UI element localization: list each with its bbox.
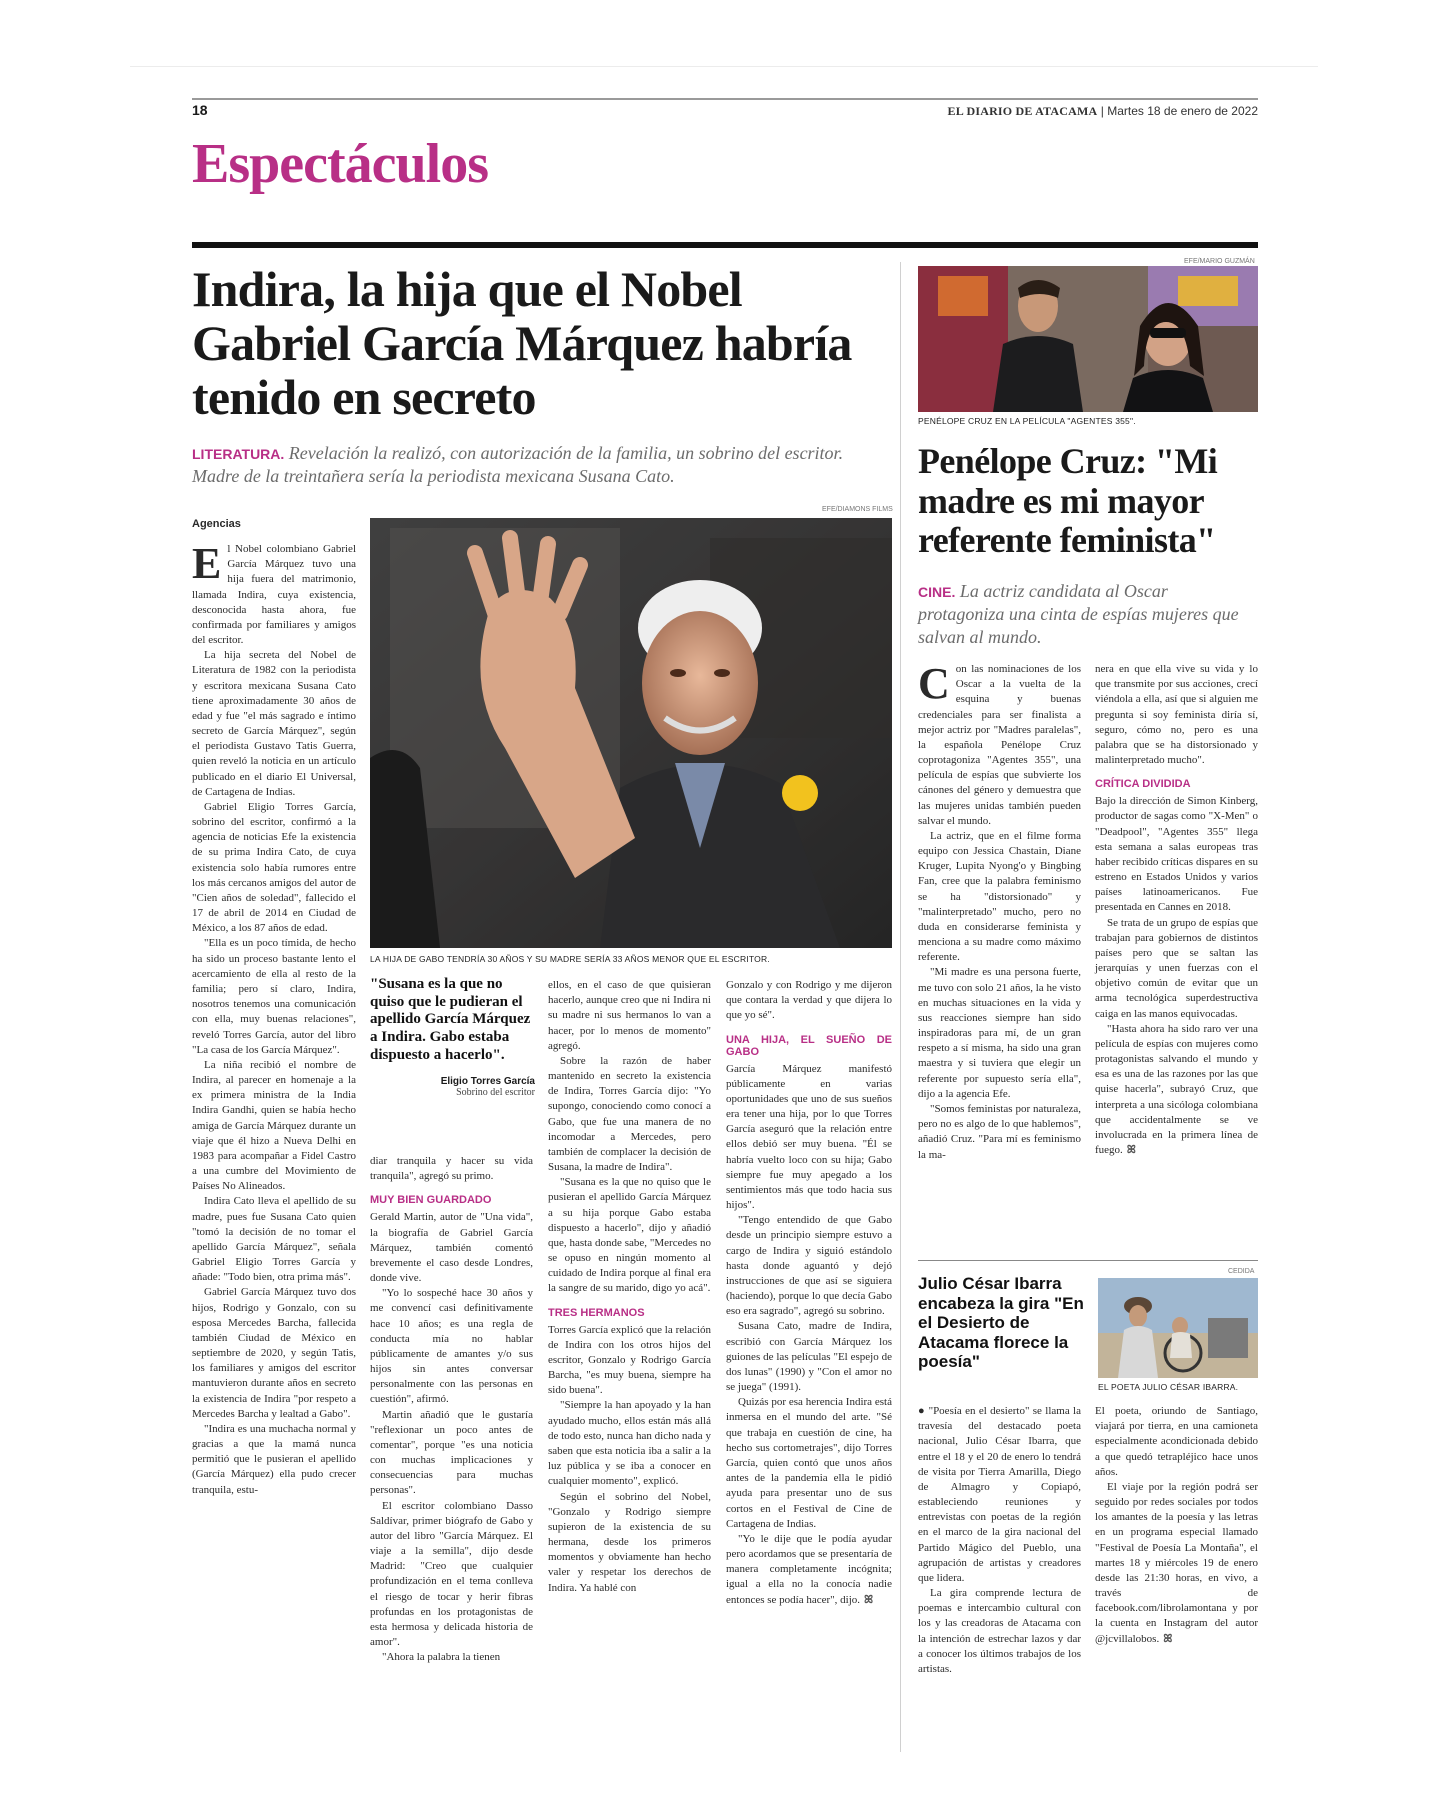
side-col-1 <box>918 659 1081 1163</box>
side-photo-caption: PENÉLOPE CRUZ EN LA PELÍCULA "AGENTES 355". <box>918 416 1136 426</box>
paragraph: La niña recibió el nombre de Indira, al parecer en homenaje a la ex primera ministra de la India Indira Gandhi, quien se había hecho amiga de García Márquez durante un viaje que él hizo a Nueva Delhi en 1983 para acompañar a Fidel Castro a una cumbre del Movimiento de Países No Alineados. <box>192 1058 356 1193</box>
main-photo <box>370 518 892 948</box>
brief-col-2 <box>1095 1404 1258 1647</box>
newspaper-page <box>192 96 1258 1756</box>
paragraph: La hija secreta del Nobel de Literatura de 1982 con la periodista y escritora mexicana Susana Cato tiene aproximadamente 30 años de edad y fue "el más sagrado e íntimo secreto de García Márquez", según el periodista Gustavo Tatis Guerra, quien reveló la noticia en un artículo publicado en el diario El Universal, de Cartagena de Indias. <box>192 649 356 798</box>
photo-gabriel-garcia-marquez-waving <box>370 518 892 948</box>
column-divider <box>900 262 901 1752</box>
paragraph: "Somos feministas por naturaleza, pero no es algo de lo que hablemos", añadió Cruz. "Para mí es feminismo la ma- <box>918 1102 1081 1161</box>
subhead-una-hija: UNA HIJA, EL SUEÑO DE GABO <box>726 1033 892 1058</box>
pull-quote-role: Sobrino del escritor <box>456 1087 535 1099</box>
side-kicker: CINE. <box>918 584 956 600</box>
paragraph: "Ahora la palabra la tienen <box>382 1651 501 1664</box>
paragraph: El poeta, oriundo de Santiago, viajará por tierra, en una camioneta especialmente acondicionada debido a que quedó tetrapléjico hace unos años. <box>1095 1405 1258 1478</box>
byline: Agencias <box>192 518 241 530</box>
drop-cap: C <box>918 659 950 708</box>
paragraph: "Ella es un poco tímida, de hecho ha sido un proceso bastante lento el acercamiento de ella al resto de la familia; pero sí claro, Indira, nosotros tenemos una comunicación con ella, muy buenas relaciones", reveló Torres García, autor del libro "La casa de los García Márquez". <box>192 937 356 1056</box>
main-col-2 <box>370 1154 533 1666</box>
paragraph: Gabriel Eligio Torres García, sobrino del escritor, confirmó a la agencia de noticias Efe la existencia de su prima Indira Cato, de cuya existencia solo había rumores entre los más cercanos amigos del autor de "Cien años de soledad", fallecido el 17 de abril de 2014 en Ciudad de México, a los 87 años de edad. <box>192 800 356 935</box>
section-rule <box>192 242 1258 248</box>
side-photo-credit: EFE/MARIO GUZMÁN <box>1184 258 1255 265</box>
main-col-4 <box>726 978 892 1608</box>
paper-name: EL DIARIO DE ATACAMA <box>947 104 1098 118</box>
paragraph: "Yo lo sospeché hace 30 años y me convencí casi definitivamente hace 10 años; es una regla de conducta mía no hablar públicamente de amantes y/o sus hijos sin antes conversar personalmente con las personas en cuestión", afirmó. <box>370 1287 533 1406</box>
lead-paragraph: Con las nominaciones de los Oscar a la vuelta de la esquina y buenas credenciales para ser finalista a mejor actriz por "Madres paralelas", la española Penélope Cruz coprotagoniza "Agentes 355", una película de espías que subvierte los cánones del género y demuestra que las mujeres unidas también pueden salvar el mundo. <box>918 659 1081 827</box>
page-top-line <box>130 66 1318 67</box>
issue-date: | Martes 18 de enero de 2022 <box>1100 104 1258 118</box>
paragraph: Gerald Martin, autor de "Una vida", la biografía de Gabriel García Márquez, también comentó brevemente el caso desde Londres, donde vive. <box>370 1211 533 1285</box>
paragraph: Gonzalo y con Rodrigo y me dijeron que contara la verdad y que dijera lo que yo sé". <box>726 979 892 1022</box>
side-photo <box>918 266 1258 412</box>
paragraph: ● "Poesía en el desierto" se llama la travesía del destacado poeta nacional, Julio César Ibarra, que entre el 18 y el 20 de enero lo tendrá de visita por Tierra Amarilla, Diego de Almagro y Copiapó, estableciendo reuniones y entrevistas con poetas de la región en el marco de la gira nacional del Partido Mágico del Pueblo, una agrupación de artistas y creadores que lidera. <box>918 1405 1081 1584</box>
paragraph: Sobre la razón de haber mantenido en secreto la existencia de Indira, Torres García dijo: "Yo supongo, conociendo como conocí a Gabo, que fue una manera de no incomodar a Mercedes, pero también de complacer la decisión de Susana, la madre de Indira". <box>548 1054 711 1174</box>
end-mark-icon: ꕤ <box>1126 1144 1136 1157</box>
paragraph: Gabriel García Márquez tuvo dos hijos, Rodrigo y Gonzalo, con su esposa Mercedes Barcha, fallecida también Ciudad de México en septiembre de 2020, y según Tatis, los familiares y amigos del escritor mantuvieron durante años en secreto la existencia de Indira "por respeto a Mercedes Barcha y lealtad a Gabo". <box>192 1286 356 1420</box>
main-col-3 <box>548 978 711 1596</box>
paragraph: diar tranquila y hacer su vida tranquila", agregó su primo. <box>370 1155 533 1183</box>
drop-cap: E <box>192 539 222 588</box>
subhead-critica-dividida: CRÍTICA DIVIDIDA <box>1095 778 1191 791</box>
paragraph: "Indira es una muchacha normal y gracias a que la mamá nunca permitió que le pusieran el apellido (García Márquez) ella pudo crecer tranquila, estu- <box>192 1422 356 1496</box>
end-mark-icon: ꕤ <box>864 1593 874 1606</box>
main-deck-text: Revelación la realizó, con autorización de la familia, un sobrino del escritor. Madre de la treintañera sería la periodista mexicana Susana Cato. <box>192 443 844 487</box>
photo-penelope-cruz-agentes-355 <box>918 266 1258 412</box>
paragraph: Torres García explicó que la relación de Indira con los otros hijos del escritor, Gonzalo y Rodrigo García Barcha, "es muy buena, siempre ha sido buena". <box>548 1323 711 1397</box>
brief-col-1 <box>918 1404 1081 1677</box>
section-title: Espectáculos <box>192 133 488 195</box>
side-headline: Penélope Cruz: "Mi madre es mi mayor referente feminista" <box>918 441 1218 561</box>
main-col-1 <box>192 514 356 1498</box>
paragraph: "Siempre la han apoyado y la han ayudado mucho, ellos están más allá de todo esto, nunca han dicho nada y saben que esta noticia iba a salir a la luz pública y se iba a conocer en cualquier momento", explicó. <box>548 1399 711 1488</box>
main-deck <box>192 442 892 488</box>
paragraph: nera en que ella vive su vida y lo que transmite por sus acciones, crecí viéndola a ella, así que si alguien me pregunta si soy feminista diría sí, seguro, cómo no, pero es una palabra que se ha distorsionado y malinterpretado mucho". <box>1095 663 1258 767</box>
paragraph: Martin añadió que le gustaría "reflexionar un poco antes de comentar", porque "es una noticia con muchas implicaciones y consecuencias para muchas personas". <box>370 1408 533 1497</box>
paragraph: La gira comprende lectura de poemas e intercambio cultural con los y las creadoras de Atacama con la intención de estrechar lazos y dar a conocer los últimos trabajos de los artistas. <box>918 1587 1081 1675</box>
pull-quote-author: Eligio Torres García <box>440 1076 535 1088</box>
photo-julio-cesar-ibarra <box>1098 1278 1258 1378</box>
side-col-2 <box>1095 662 1258 1158</box>
side-deck-text: La actriz candidata al Oscar protagoniza una cinta de espías mujeres que salvan al mundo. <box>918 581 1239 648</box>
brief-headline: Julio César Ibarra encabeza la gira "En el Desierto de Atacama florece la poesía" <box>918 1274 1084 1372</box>
folio-masthead <box>948 104 1258 119</box>
paragraph: "Mi madre es una persona fuerte, me tuvo con solo 21 años, la he visto en muchas situaciones en la vida y sus reacciones siempre han sido inspiradoras para mí, de un gran respeto a sí misma, ha sido una gran maestra y si tuviera que elegir un referente por supuesto sería ella", dijo a la agencia Efe. <box>918 966 1081 1100</box>
paragraph: Se trata de un grupo de espías que trabajan para gobiernos de distintos países pero que se saltan las jerarquías y unen fuerzas con el objetivo común de evitar que un arma tecnológica superdestructiva caiga en las manos equivocadas. <box>1095 916 1258 1020</box>
paragraph: García Márquez manifestó públicamente en varias oportunidades que uno de sus sueños era tener una hija, por lo que Torres García aseguró que la relación entre ellos debió ser muy buena. "Él se habría vuelto loco con su hija; Gabo siempre fue muy apegado a los sentimientos más que todo hacia sus hijos". <box>726 1062 892 1212</box>
page-number: 18 <box>192 102 208 118</box>
paragraph: "Hasta ahora ha sido raro ver una película de espías con mujeres como protagonistas salvando el mundo y esa es una de las razones por las que quise hacerla", subrayó Cruz, que interpreta a una sicóloga colombiana que accidentalmente se ve involucrada en la primera línea de fuego. ꕤ <box>1095 1022 1258 1157</box>
paragraph: Quizás por esa herencia Indira está inmersa en el mundo del arte. "Sé que trabaja en cuestión de cine, ha hecho sus cortometrajes", dijo Torres García, quien contó que unos años antes de la pandemia ella le pidió ayuda para presentar uno de sus cortos en el Festival de Cine de Cartagena de Indias. <box>726 1396 892 1530</box>
paragraph: Indira Cato lleva el apellido de su madre, pues fue Susana Cato quien "tomó la decisión de no tomar el apellido García Márquez", señala Gabriel Eligio Torres García y añade: "Todo bien, otra prima más". <box>192 1195 356 1284</box>
brief-rule <box>918 1260 1258 1261</box>
paragraph: "Tengo entendido de que Gabo desde un principio siempre estuvo a cargo de Indira y siguió estándolo hasta donde aguantó y dejó instrucciones de que así se siguiera (haciendo), porque lo que decía Gabo eso era sagrado", agregó su sobrino. <box>726 1214 892 1318</box>
paragraph: Según el sobrino del Nobel, "Gonzalo y Rodrigo siempre supieron de la existencia de su hermana, desde los primeros momentos y obviamente han hecho valer y respetar los derechos de Indira. Ya hablé con <box>548 1490 711 1594</box>
main-kicker: LITERATURA. <box>192 446 285 462</box>
side-deck <box>918 580 1258 649</box>
brief-photo-caption: EL POETA JULIO CÉSAR IBARRA. <box>1098 1382 1239 1392</box>
pull-quote: "Susana es la que no quiso que le pudieran el apellido García Márquez a Indira. Gabo estaba dispuesto a hacerlo". <box>370 976 531 1063</box>
main-photo-credit: EFE/DIAMONS FILMS <box>822 506 893 513</box>
pull-quote-block <box>370 976 535 1098</box>
paragraph: ellos, en el caso de que quisieran hacerlo, aunque creo que ni Indira ni su madre ni sus hermanos lo van a hacer, por lo menos de momento" agregó. <box>548 979 711 1052</box>
subhead-muy-bien-guardado: MUY BIEN GUARDADO <box>370 1194 492 1207</box>
paragraph: "Susana es la que no quiso que le pusieran el apellido García Márquez a su hija porque Gabo estaba dispuesto a hacerlo", dijo y añadió que, hasta donde sabe, "Mercedes no se opuso en ningún momento al cuidado de Indira porque al final era la sangre de su marido, digo yo acá". <box>548 1176 711 1295</box>
main-photo-caption: LA HIJA DE GABO TENDRÍA 30 AÑOS Y SU MADRE SERÍA 33 AÑOS MENOR QUE EL ESCRITOR. <box>370 954 770 964</box>
paragraph: Susana Cato, madre de Indira, escribió con García Márquez los guiones de las películas "El espejo de dos lunas" (1990) y "Con el amor no se juega" (1991). <box>726 1320 892 1394</box>
paragraph: El escritor colombiano Dasso Saldívar, primer biógrafo de Gabo y autor del libro "García Márquez. El viaje a la semilla", dijo desde Madrid: "Creo que cualquier profundización en el tema conlleva el riesgo de tocar y herir fibras profundas en los protagonistas de esta hermosa y delicada historia de amor". <box>370 1499 533 1649</box>
main-headline: Indira, la hija que el Nobel Gabriel García Márquez habría tenido en secreto <box>192 261 852 425</box>
folio-rule <box>192 98 1258 100</box>
paragraph: "Yo le dije que le podía ayudar pero acordamos que se presentaría de manera completamente incógnita; igual a ella no la conocía nadie entonces se podía hacer", dijo. ꕤ <box>726 1532 892 1606</box>
paragraph: La actriz, que en el filme forma equipo con Jessica Chastain, Diane Kruger, Lupita Nyong'o y Bingbing Fan, cree que la palabra feminismo se ha "distorsionado" y "malinterpretado" mucho, pero no duda en considerarse feminista y menciona a su madre como máximo referente. <box>918 829 1081 964</box>
subhead-tres-hermanos: TRES HERMANOS <box>548 1306 645 1319</box>
paragraph: Bajo la dirección de Simon Kinberg, productor de sagas como "X-Men" o "Deadpool", "Agentes 355" llega esta semana a salas europeas tras haber recibido críticas dispares en su estreno en Estados Unidos y varios países latinoamericanos. Fue presentada en Cannes en 2018. <box>1095 795 1258 914</box>
brief-photo-credit: CEDIDA <box>1228 1268 1255 1275</box>
paragraph: El viaje por la región podrá ser seguido por redes sociales por todos los amantes de la poesía y las letras en un programa especial llamado "Festival de Poesía La Montaña", el martes 18 y miércoles 19 de enero desde las 21:30 horas, en vivo, a través de facebook.com/librolamontana y por la cuenta en Instagram del autor @jcvillalobos. ꕤ <box>1095 1480 1258 1645</box>
brief-photo <box>1098 1278 1258 1378</box>
end-mark-icon: ꕤ <box>1163 1632 1173 1645</box>
lead-paragraph: El Nobel colombiano Gabriel García Márquez tuvo una hija fuera del matrimonio, llamada Indira, cuya existencia, desconocida hasta ahora, fue confirmada por familiares y amigos del escritor. <box>192 539 356 647</box>
